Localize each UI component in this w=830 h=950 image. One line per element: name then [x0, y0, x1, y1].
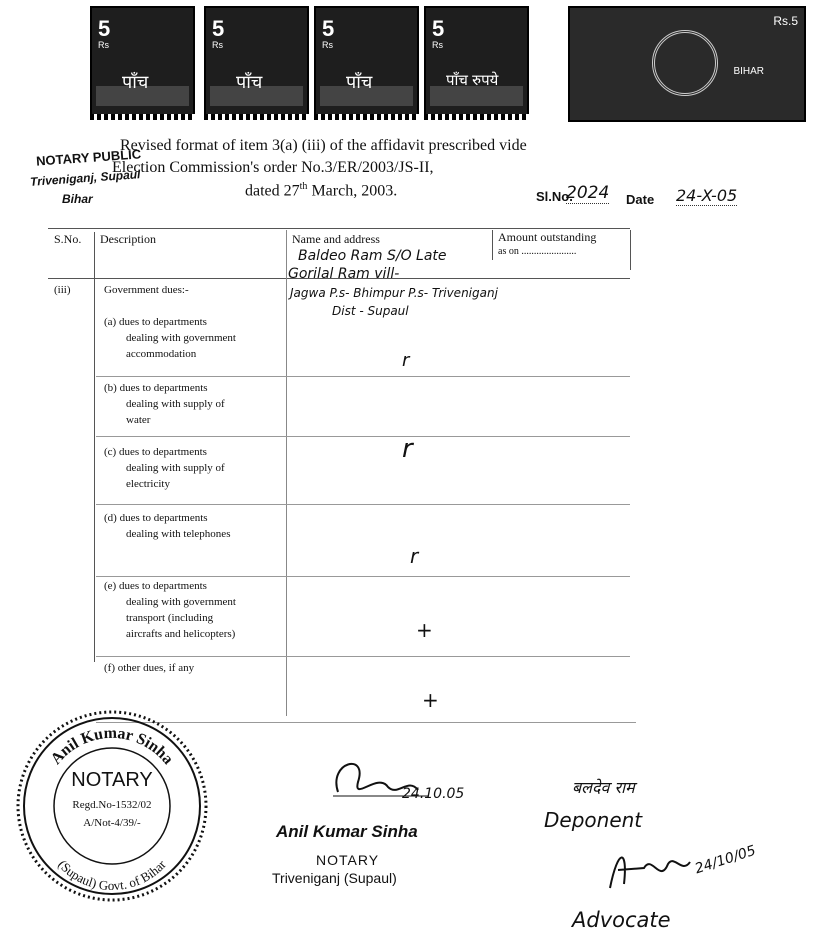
stamp-text: पाँच — [236, 72, 263, 92]
due-item — [104, 314, 236, 362]
nil-mark: r — [410, 544, 419, 568]
due-item-line: dealing with government — [126, 596, 236, 608]
handwritten-name-line: Jagwa P.s- Bhimpur P.s- Triveniganj — [290, 286, 498, 300]
due-item-line: dealing with supply of — [126, 398, 225, 410]
notary-public-stamp: NOTARY PUBLIC — [35, 146, 142, 169]
stamp-value: 5 — [98, 16, 111, 41]
row-sno: (iii) — [54, 284, 71, 296]
handwritten-name-line: Baldeo Ram S/O Late — [298, 248, 447, 264]
stamp-text: पाँच — [346, 72, 373, 92]
notary-sign-date: 24.10.05 — [402, 786, 465, 802]
due-item-line: dealing with supply of — [126, 462, 225, 474]
due-item — [104, 380, 225, 428]
nil-mark: + — [416, 618, 433, 642]
notary-signature — [328, 752, 448, 812]
seal-regd: Regd.No-1532/02 — [72, 799, 152, 811]
notary-location-stamp: Triveniganj, Supaul — [29, 167, 141, 189]
due-item — [104, 444, 225, 492]
due-item-line: electricity — [126, 478, 170, 490]
stamp-value: 5 — [212, 16, 225, 41]
due-item-line: (c) dues to departments — [104, 446, 207, 458]
due-item-line: (f) other dues, if any — [104, 662, 195, 674]
row-rule — [96, 576, 630, 577]
seal-center: NOTARY — [71, 769, 153, 791]
due-item-line: accommodation — [126, 348, 197, 360]
header-amount: Amount outstanding — [498, 230, 597, 244]
due-item — [104, 578, 236, 642]
nil-mark: + — [422, 688, 439, 712]
revenue-stamp — [424, 6, 529, 118]
seal-bottom-text: (Supaul) Govt. of Bihar — [55, 856, 169, 894]
header-description: Description — [100, 232, 156, 246]
date-text-rest: March, 2003. — [307, 182, 398, 200]
seal-ref: A/Not-4/39/- — [83, 817, 141, 829]
date-label: Date — [626, 192, 655, 207]
due-item — [104, 660, 194, 676]
due-item — [104, 510, 230, 542]
serial-number-value: 2024 — [566, 183, 610, 203]
notary-name: Anil Kumar Sinha — [276, 822, 418, 841]
header-name-address: Name and address — [292, 232, 380, 246]
due-item-line: aircrafts and helicopters) — [126, 628, 236, 640]
due-item-line: (b) dues to departments — [104, 382, 208, 394]
emblem-icon — [652, 30, 718, 96]
deponent-label: Deponent — [544, 808, 643, 832]
date-text: dated 27 — [245, 182, 300, 200]
advocate-signature — [604, 844, 694, 894]
due-item-line: dealing with telephones — [126, 528, 231, 540]
due-item-line: transport (including — [126, 612, 214, 624]
header-amount-date: as on ...................... — [498, 246, 577, 257]
stamp-unit: Rs — [98, 40, 109, 50]
stamp-text: पाँच रुपये — [446, 72, 499, 89]
due-item-line: (a) dues to departments — [104, 316, 207, 328]
table-col-divider — [286, 230, 287, 716]
due-item-line: (d) dues to departments — [104, 512, 208, 524]
notary-state-stamp: Bihar — [62, 192, 93, 206]
stamp-value: 5 — [322, 16, 335, 41]
header-line-3 — [245, 181, 397, 200]
date-value: 24-X-05 — [676, 186, 738, 205]
table-col-divider — [492, 230, 493, 260]
stamp-value: Rs.5 — [773, 14, 798, 28]
notary-seal — [14, 708, 210, 904]
handwritten-name-line: Dist - Supaul — [332, 304, 409, 318]
revenue-stamps — [90, 6, 810, 124]
header-sno: S.No. — [54, 232, 82, 246]
row-rule — [96, 376, 630, 377]
nil-mark: r — [402, 434, 413, 464]
revenue-stamp — [204, 6, 309, 118]
notary-title: NOTARY — [316, 852, 380, 868]
stamp-unit: Rs — [432, 40, 443, 50]
table-top-rule — [48, 228, 630, 229]
stamp-unit: Rs — [212, 40, 223, 50]
advocate-label: Advocate — [572, 908, 671, 932]
notary-place: Triveniganj (Supaul) — [272, 870, 397, 886]
revenue-stamp — [90, 6, 195, 118]
stamp-text: पाँच — [122, 72, 149, 92]
row-rule — [96, 436, 630, 437]
nil-mark: r — [402, 350, 410, 371]
stamp-state: BIHAR — [733, 66, 764, 77]
revenue-stamp — [314, 6, 419, 118]
stamp-value: 5 — [432, 16, 445, 41]
header-line-1: Revised format of item 3(a) (iii) of the affidavit prescribed vide — [120, 137, 527, 154]
advocate-date: 24/10/05 — [693, 842, 758, 878]
due-item-line: water — [126, 414, 151, 426]
seal-top-text: Anil Kumar Sinha — [47, 724, 177, 768]
header-line-2: Election Commission's order No.3/ER/2003/JS-II, — [112, 159, 434, 176]
table-col-divider — [94, 232, 95, 662]
handwritten-name-line: Gorilal Ram vill- — [288, 266, 400, 282]
serial-number-label: Sl.No. — [536, 189, 573, 204]
row-title: Government dues:- — [104, 284, 189, 296]
table-col-divider — [630, 230, 631, 270]
stamp-unit: Rs — [322, 40, 333, 50]
row-rule — [96, 656, 630, 657]
deponent-hindi-name: बलदेव राम — [572, 778, 635, 797]
due-item-line: (e) dues to departments — [104, 580, 207, 592]
date-suffix: th — [299, 181, 308, 192]
row-rule — [96, 504, 630, 505]
bihar-revenue-stamp — [568, 6, 806, 122]
due-item-line: dealing with government — [126, 332, 236, 344]
